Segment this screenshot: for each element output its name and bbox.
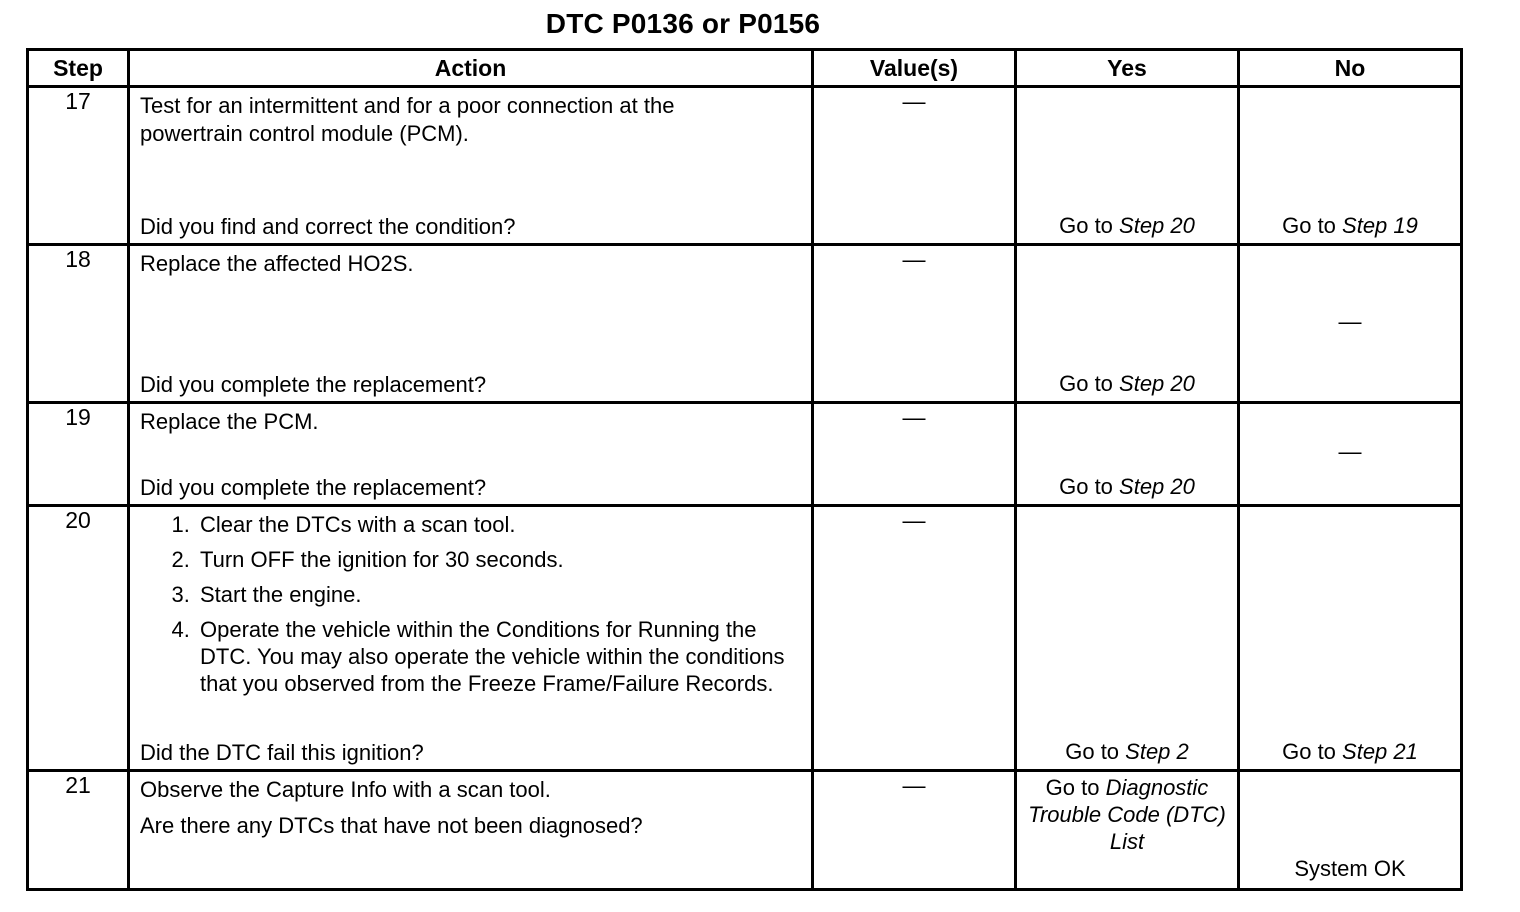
yes-goto[interactable]: Go to Step 20 bbox=[1059, 371, 1195, 396]
action-cell bbox=[129, 771, 813, 890]
yes-cell bbox=[1016, 403, 1239, 506]
table-row bbox=[28, 506, 1462, 771]
step-number: 17 bbox=[28, 87, 129, 245]
no-dash: — bbox=[1338, 437, 1362, 464]
yes-cell bbox=[1016, 245, 1239, 403]
header-yes: Yes bbox=[1016, 50, 1239, 87]
no-cell bbox=[1239, 87, 1462, 245]
dtc-table bbox=[26, 48, 1463, 891]
action-cell bbox=[129, 245, 813, 403]
step-link[interactable]: Step 21 bbox=[1342, 739, 1418, 764]
action-cell bbox=[129, 87, 813, 245]
action-question: Did the DTC fail this ignition? bbox=[140, 740, 424, 765]
step-number: 18 bbox=[28, 245, 129, 403]
yes-cell bbox=[1016, 506, 1239, 771]
action-cell bbox=[129, 506, 813, 771]
yes-goto[interactable]: Go to Step 20 bbox=[1059, 474, 1195, 499]
no-cell bbox=[1239, 771, 1462, 890]
yes-cell bbox=[1016, 87, 1239, 245]
step-link[interactable]: Step 20 bbox=[1119, 474, 1195, 499]
table-row bbox=[28, 245, 1462, 403]
yes-cell bbox=[1016, 771, 1239, 890]
procedure-list bbox=[140, 511, 803, 697]
step-link[interactable]: Step 2 bbox=[1125, 739, 1189, 764]
table-row bbox=[28, 87, 1462, 245]
list-item: 4. Operate the vehicle within the Conditions for Running the DTC. You may also operate the vehicle within the conditions that you observed from the Freeze Frame/Failure Records. bbox=[196, 616, 803, 697]
header-action: Action bbox=[129, 50, 813, 87]
value-cell: — bbox=[813, 403, 1016, 506]
action-question: Are there any DTCs that have not been diagnosed? bbox=[140, 813, 643, 838]
no-goto[interactable]: Go to Step 21 bbox=[1282, 739, 1418, 764]
value-cell: — bbox=[813, 245, 1016, 403]
no-cell bbox=[1239, 506, 1462, 771]
list-item: 2. Turn OFF the ignition for 30 seconds. bbox=[196, 546, 803, 573]
step-link[interactable]: Step 20 bbox=[1119, 371, 1195, 396]
value-cell: — bbox=[813, 506, 1016, 771]
list-item: 1. Clear the DTCs with a scan tool. bbox=[196, 511, 803, 538]
action-text: Replace the PCM. bbox=[140, 409, 319, 434]
action-cell bbox=[129, 403, 813, 506]
action-text: Observe the Capture Info with a scan tool. bbox=[140, 777, 551, 802]
no-goto[interactable]: Go to Step 19 bbox=[1282, 213, 1418, 238]
table-row bbox=[28, 403, 1462, 506]
no-cell bbox=[1239, 245, 1462, 403]
page-title: DTC P0136 or P0156 bbox=[545, 8, 821, 39]
action-text: Replace the affected HO2S. bbox=[140, 251, 414, 276]
yes-goto[interactable]: Go to Diagnostic Trouble Code (DTC) List bbox=[1028, 775, 1226, 854]
action-text: Test for an intermittent and for a poor connection at the powertrain control module (PCM). bbox=[140, 93, 675, 146]
dtc-list-link[interactable]: Diagnostic Trouble Code (DTC) List bbox=[1028, 775, 1226, 854]
value-cell: — bbox=[813, 87, 1016, 245]
action-question: Did you complete the replacement? bbox=[140, 372, 487, 397]
table-row bbox=[28, 771, 1462, 890]
step-link[interactable]: Step 20 bbox=[1119, 213, 1195, 238]
step-link[interactable]: Step 19 bbox=[1342, 213, 1418, 238]
yes-goto[interactable]: Go to Step 2 bbox=[1065, 739, 1189, 764]
no-cell bbox=[1239, 403, 1462, 506]
header-row bbox=[28, 50, 1462, 87]
header-no: No bbox=[1239, 50, 1462, 87]
header-step: Step bbox=[28, 50, 129, 87]
step-number: 21 bbox=[28, 771, 129, 890]
list-item: 3. Start the engine. bbox=[196, 581, 803, 608]
system-ok-text: System OK bbox=[1294, 856, 1406, 881]
value-cell: — bbox=[813, 771, 1016, 890]
yes-goto[interactable]: Go to Step 20 bbox=[1059, 213, 1195, 238]
step-number: 19 bbox=[28, 403, 129, 506]
step-number: 20 bbox=[28, 506, 129, 771]
no-dash: — bbox=[1338, 307, 1362, 334]
header-values: Value(s) bbox=[813, 50, 1016, 87]
action-question: Did you find and correct the condition? bbox=[140, 214, 516, 239]
action-question: Did you complete the replacement? bbox=[140, 475, 487, 500]
